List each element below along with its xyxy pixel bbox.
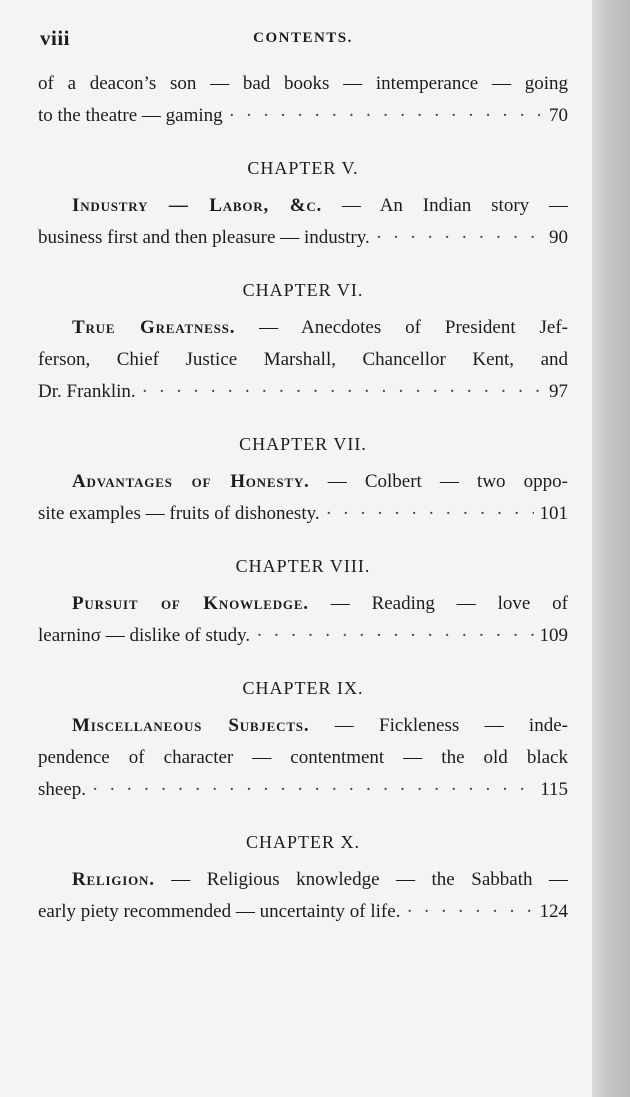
chapter-heading: Industry — Labor, &c. <box>72 195 323 216</box>
page-edge-shadow <box>592 0 630 1097</box>
toc-text: — Anecdotes of President Jef- <box>235 317 568 338</box>
toc-line <box>38 588 568 620</box>
toc-entry-chapter-ix <box>38 674 568 806</box>
toc-line-leader <box>38 498 568 530</box>
chapter-title: CHAPTER VIII. <box>235 556 371 576</box>
toc-text: to the theatre — gaming <box>38 105 223 126</box>
toc-page-number: 101 <box>539 503 568 524</box>
toc-line <box>38 710 568 742</box>
toc-text: — Religious knowledge — the Sabbath — <box>154 869 568 890</box>
toc-line-leader <box>38 376 568 408</box>
dot-leader <box>256 620 533 652</box>
chapter-title: CHAPTER VII. <box>239 434 367 454</box>
toc-page-number: 70 <box>549 105 568 126</box>
toc-line <box>38 312 568 344</box>
toc-line-leader <box>38 620 568 652</box>
toc-text: Dr. Franklin. <box>38 381 136 402</box>
chapter-heading: Pursuit of Knowledge. <box>72 593 309 614</box>
toc-entry-chapter-x <box>38 828 568 928</box>
toc-entry-chapter-viii <box>38 552 568 652</box>
toc-text: sheep. <box>38 779 87 800</box>
running-head: CONTENTS. <box>253 30 353 46</box>
toc-page-number: 90 <box>549 227 568 248</box>
chapter-title: CHAPTER VI. <box>242 280 364 300</box>
toc-page-number: 124 <box>539 901 568 922</box>
toc-line: ferson, Chief Justice Marshall, Chancellor Kent, and <box>38 349 568 370</box>
page-header <box>38 22 568 52</box>
toc-page-number: 97 <box>549 381 568 402</box>
toc-line-leader <box>38 222 568 254</box>
toc-text: site examples — fruits of dishonesty. <box>38 503 320 524</box>
toc-line-leader <box>38 896 568 928</box>
dot-leader <box>376 222 540 254</box>
toc-text: learninσ — dislike of study. <box>38 625 251 646</box>
dot-leader <box>142 376 540 408</box>
toc-page-number: 115 <box>540 779 568 800</box>
toc-entry-continued <box>38 68 568 132</box>
toc-text: business first and then pleasure — industry. <box>38 227 370 248</box>
toc-line <box>38 466 568 498</box>
toc-entry-chapter-vii <box>38 430 568 530</box>
toc-line <box>38 864 568 896</box>
toc-entry-chapter-vi <box>38 276 568 408</box>
toc-line-leader <box>38 774 568 806</box>
dot-leader <box>229 100 540 132</box>
toc-text: — Reading — love of <box>308 593 568 614</box>
chapter-heading: Miscellaneous Subjects. <box>72 715 310 736</box>
toc-text: — An Indian story — <box>322 195 568 216</box>
chapter-title: CHAPTER V. <box>247 158 359 178</box>
chapter-heading: Advantages of Honesty. <box>72 471 310 492</box>
dot-leader <box>92 774 534 806</box>
toc-line <box>38 190 568 222</box>
page-number: viii <box>40 26 71 50</box>
chapter-heading: True Greatness. <box>72 317 236 338</box>
chapter-title: CHAPTER X. <box>245 832 360 852</box>
dot-leader <box>406 896 533 928</box>
toc-line-leader <box>38 100 568 132</box>
chapter-heading: Religion. <box>72 869 155 890</box>
dot-leader <box>326 498 534 530</box>
contents-page <box>38 22 568 928</box>
toc-entry-chapter-v <box>38 154 568 254</box>
chapter-title: CHAPTER IX. <box>242 678 364 698</box>
toc-text: early piety recommended — uncertainty of life. <box>38 901 401 922</box>
toc-text: — Colbert — two oppo- <box>309 471 568 492</box>
toc-line: pendence of character — contentment — the old black <box>38 747 568 768</box>
toc-page-number: 109 <box>539 625 568 646</box>
toc-line: of a deacon’s son — bad books — intemperance — going <box>38 73 568 94</box>
toc-text: — Fickleness — inde- <box>309 715 568 736</box>
